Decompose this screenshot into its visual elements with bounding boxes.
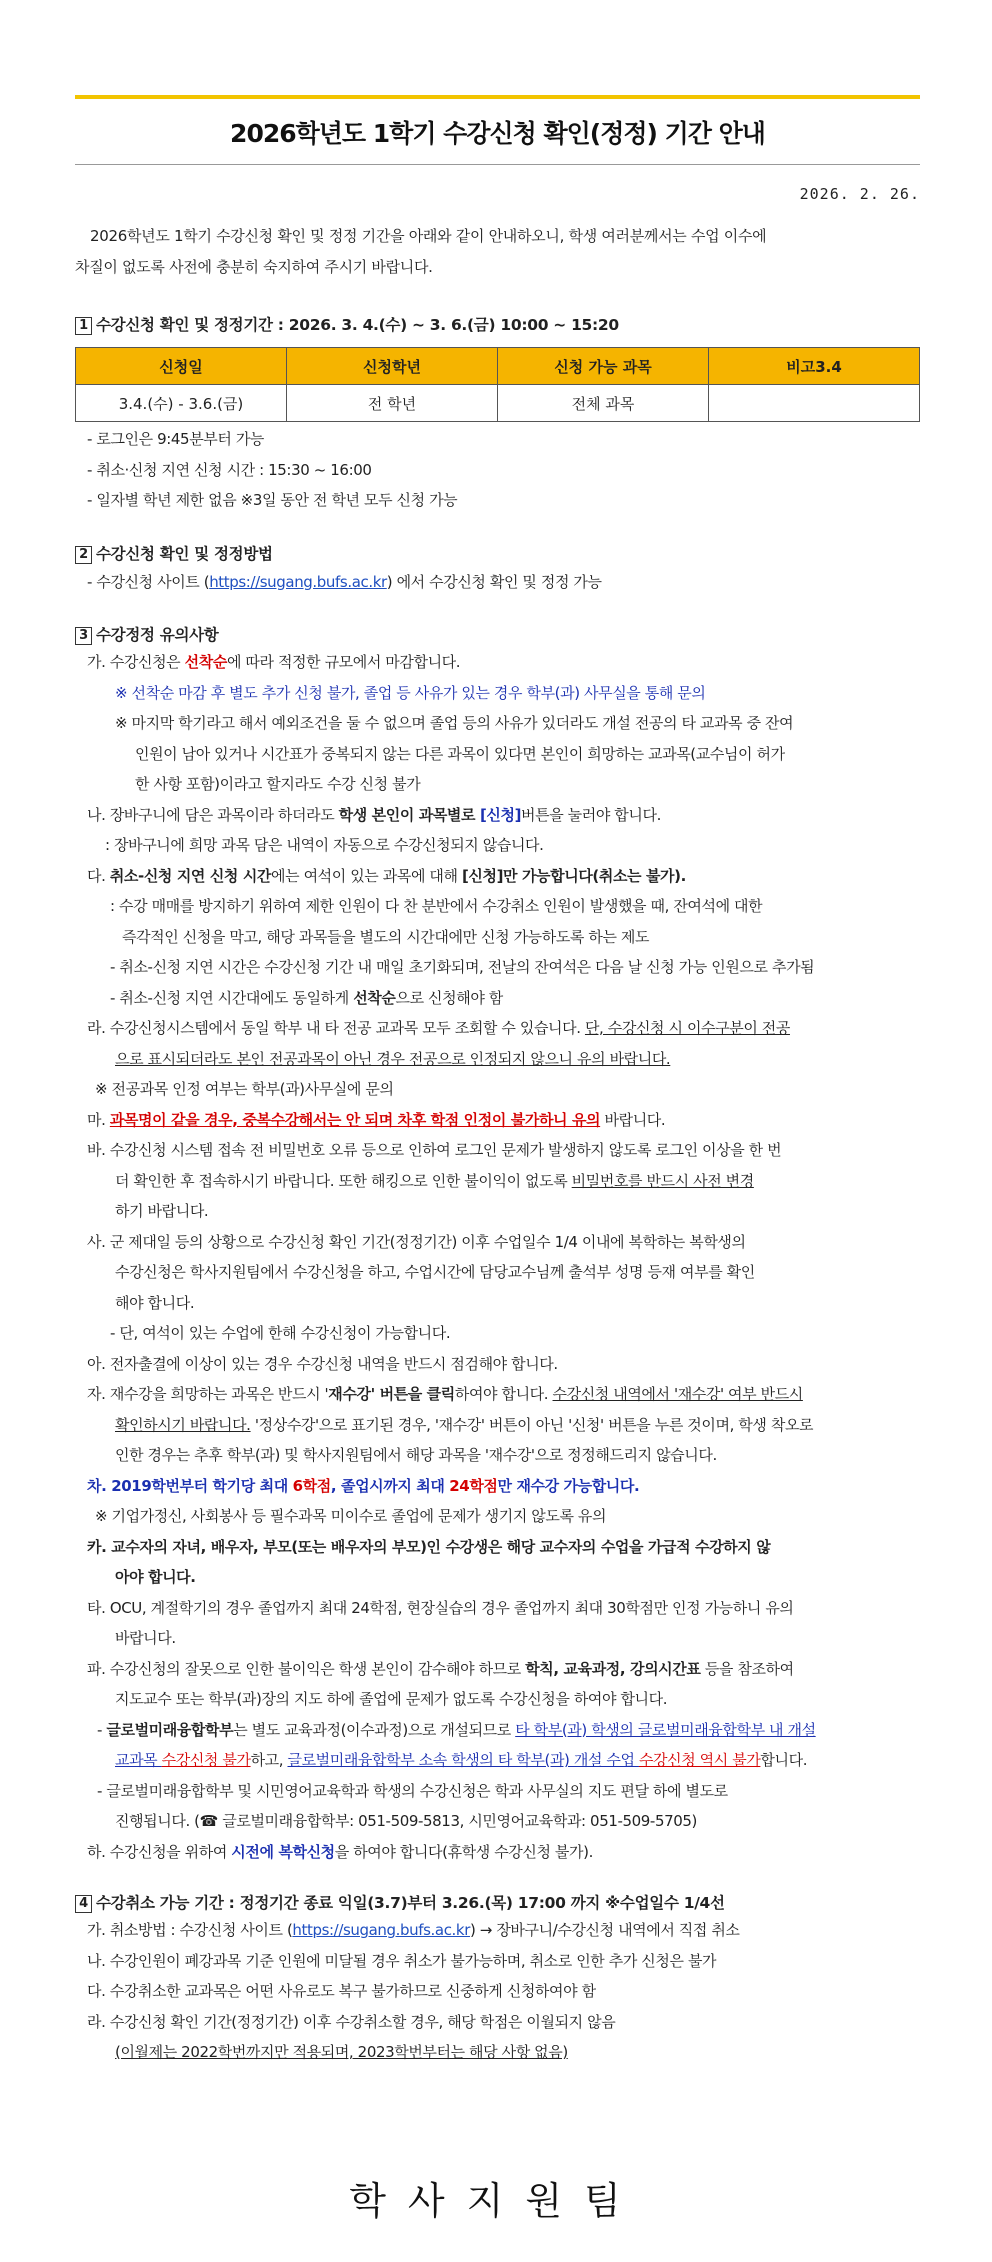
- item-ga: [75, 647, 920, 678]
- item-pa: [75, 1654, 920, 1685]
- item-ra: 라. 수강신청 확인 기간(정정기간) 이후 수강취소할 경우, 해당 학점은 이월되지 않음: [87, 2012, 616, 2031]
- section-1-heading: [75, 313, 920, 335]
- item-ga: [75, 1915, 920, 1946]
- section-title: 수강취소 가능 기간 : 정정기간 종료 익일(3.7)부터 3.26.(목) 17:00 까지 ※수업일수 1/4선: [96, 1894, 725, 1912]
- item-ta: 타. OCU, 계절학기의 경우 졸업까지 최대 24학점, 현장실습의 경우 졸업까지 최대 30학점만 인정 가능하니 유의: [87, 1598, 794, 1617]
- item-ga-note: 인원이 남아 있거나 시간표가 중복되지 않는 다른 과목이 있다면 본인이 희망하는 교과목(교수님이 허가: [135, 744, 785, 763]
- item-pa-sub: [75, 1715, 920, 1746]
- text: ) → 장바구니/수강신청 내역에서 직접 취소: [469, 1921, 740, 1939]
- item-sa-cont: 해야 합니다.: [115, 1293, 195, 1312]
- item-da-sub: [75, 983, 920, 1014]
- text: 시전에 복학신청: [231, 1842, 335, 1861]
- item-pa-sub: - 글로벌미래융합학부 및 시민영어교육학과 학생의 수강신청은 학과 사무실의 지도 편달 하에 별도로: [97, 1781, 728, 1800]
- item-ga-note: ※ 선착순 마감 후 별도 추가 신청 불가, 졸업 등 사유가 있는 경우 학부(과) 사무실을 통해 문의: [115, 683, 706, 702]
- intro-paragraph: [75, 221, 920, 283]
- text: 단, 수강신청 시 이수구분이 전공: [584, 1019, 790, 1037]
- text: 비밀번호를 반드시 사전 변경: [571, 1171, 754, 1190]
- text: 수강신청 역시 불가: [638, 1751, 761, 1769]
- item-ra-note: [75, 2037, 920, 2068]
- text: 과목명이 같을 경우, 중복수강해서는 안 되며 차후 학점 인정이 불가하니 유의: [109, 1110, 601, 1129]
- text: 확인하시기 바랍니다.: [115, 1415, 251, 1434]
- table-header: 신청 가능 과목: [498, 348, 709, 385]
- item-pa-sub-cont: 진행됩니다. (☎ 글로벌미래융합학부: 051-509-5813, 시민영어교육학과: 051-509-5705): [115, 1812, 697, 1830]
- section-number: 1: [75, 317, 92, 335]
- item-ja-cont: [75, 1410, 920, 1441]
- item-da-sub: 즉각적인 신청을 막고, 해당 과목들을 별도의 시간대에만 신청 가능하도록 하는 제도: [122, 927, 650, 946]
- table-header: 비고3.4: [709, 348, 920, 385]
- text: 차. 2019학번부터 학기당 최대: [87, 1476, 293, 1495]
- item-a: 아. 전자출결에 이상이 있는 경우 수강신청 내역을 반드시 점검해야 합니다.: [87, 1354, 558, 1373]
- item-na: [75, 800, 920, 831]
- item-cha: [75, 1471, 920, 1502]
- text: 합니다.: [760, 1751, 808, 1769]
- text: 하여야 합니다.: [454, 1385, 553, 1403]
- text: 취소-신청 지연 신청 시간: [109, 866, 272, 885]
- text: -: [97, 1720, 107, 1739]
- intro-line: 2026학년도 1학기 수강신청 확인 및 정정 기간을 아래와 같이 안내하오니, 학생 여러분께서는 수업 이수에: [90, 227, 767, 245]
- item-pa-cont: 지도교수 또는 학부(과)장의 지도 하에 졸업에 문제가 없도록 수강신청을 하여야 합니다.: [115, 1690, 668, 1708]
- text: 타 학부(과) 학생의 글로벌미래융합학부 내 개설: [515, 1720, 816, 1739]
- table-row: [76, 385, 920, 422]
- intro-line: 차질이 없도록 사전에 충분히 숙지하여 주시기 바랍니다.: [75, 258, 433, 276]
- text: ) 에서 수강신청 확인 및 정정 가능: [386, 572, 602, 591]
- section-number: 3: [75, 627, 92, 645]
- text: 파. 수강신청의 잘못으로 인한 불이익은 학생 본인이 감수해야 하므로: [87, 1659, 526, 1678]
- item-ma: [75, 1105, 920, 1136]
- item-sa-sub: - 단, 여석이 있는 수업에 한해 수강신청이 가능합니다.: [110, 1324, 451, 1342]
- item-pa-sub-cont: [75, 1745, 920, 1776]
- item-ra: [75, 1013, 920, 1044]
- item-ra-note: ※ 전공과목 인정 여부는 학부(과)사무실에 문의: [95, 1080, 394, 1098]
- notice-document: [75, 95, 920, 2068]
- text: 등을 참조하여: [700, 1659, 794, 1678]
- footer-team-name: 학사지원팀: [349, 2179, 643, 2223]
- text: 는 별도 교육과정(이수과정)으로 개설되므로: [233, 1720, 516, 1739]
- text: - 취소-신청 지연 시간대에도 동일하게: [110, 988, 354, 1007]
- text: 바랍니다.: [600, 1110, 666, 1129]
- note-line: - 로그인은 9:45분부터 가능: [87, 430, 265, 448]
- section-3-heading: [75, 623, 920, 645]
- text: 하. 수강신청을 위하여: [87, 1842, 232, 1861]
- item-ra-cont: [75, 1044, 920, 1075]
- text: (이월제는 2022학번까지만 적용되며, 2023학번부터는 해당 사항 없음): [115, 2043, 568, 2061]
- page-title: 2026학년도 1학기 수강신청 확인(정정) 기간 안내: [230, 119, 765, 148]
- text: 에 따라 적정한 규모에서 마감합니다.: [226, 653, 461, 671]
- text: 마.: [87, 1110, 110, 1129]
- section-2-line: [75, 567, 920, 598]
- sugang-site-link[interactable]: https://sugang.bufs.ac.kr: [292, 1921, 470, 1939]
- text: 학칙, 교육과정, 강의시간표: [525, 1659, 701, 1678]
- item-ta-cont: 바랍니다.: [115, 1629, 176, 1647]
- section-1-notes: [75, 424, 920, 516]
- text: 으로 신청해야 함: [395, 988, 503, 1007]
- text: 버튼을 눌러야 합니다.: [521, 805, 661, 824]
- text: '정상수강'으로 표기된 경우, '재수강' 버튼이 아닌 '신청' 버튼을 누른 것이며, 학생 착오로: [250, 1415, 814, 1434]
- text: 자. 재수강을 희망하는 과목은 반드시 ': [87, 1385, 329, 1403]
- text: 수강신청 불가: [161, 1751, 251, 1769]
- item-ha: [75, 1837, 920, 1868]
- section-number: 2: [75, 546, 92, 564]
- item-ba-cont: 하기 바랍니다.: [115, 1202, 209, 1220]
- text: 으로 표시되더라도 본인 전공과목이 아닌 경우 전공으로 인정되지 않으니 유의 바랍니다.: [115, 1049, 671, 1068]
- text: 가. 취소방법 : 수강신청 사이트 (: [87, 1921, 293, 1939]
- table-header: 신청일: [76, 348, 287, 385]
- item-ja: [75, 1379, 920, 1410]
- item-na: 나. 수강인원이 폐강과목 기준 인원에 미달될 경우 취소가 불가능하며, 취소로 인한 추가 신청은 불가: [87, 1951, 717, 1970]
- text: 라. 수강신청시스템에서 동일 학부 내 타 전공 교과목 모두 조회할 수 있습니다.: [87, 1019, 585, 1037]
- item-na-sub: : 장바구니에 희망 과목 담은 내역이 자동으로 수강신청되지 않습니다.: [105, 836, 544, 854]
- text: - 수강신청 사이트 (: [87, 572, 210, 591]
- table-cell: 전 학년: [287, 385, 498, 422]
- item-cha-note: ※ 기업가정신, 사회봉사 등 필수과목 미이수로 졸업에 문제가 생기지 않도록 유의: [95, 1507, 607, 1525]
- text: 에는 여석이 있는 과목에 대해: [271, 866, 462, 885]
- item-sa: 사. 군 제대일 등의 상황으로 수강신청 확인 기간(정정기간) 이후 수업일수 1/4 이내에 복학하는 복학생의: [87, 1232, 746, 1251]
- item-ga-note: 한 사항 포함)이라고 할지라도 수강 신청 불가: [135, 775, 421, 793]
- text: 만 재수강 가능합니다.: [497, 1476, 640, 1495]
- text: 하고,: [250, 1751, 288, 1769]
- sugang-site-link[interactable]: https://sugang.bufs.ac.kr: [209, 572, 387, 591]
- text: 6학점: [292, 1476, 331, 1495]
- text: 글로벌미래융합학부 소속 학생의 타 학부(과) 개설 수업: [287, 1751, 639, 1769]
- text: 다.: [87, 866, 110, 885]
- text: 선착순: [353, 988, 396, 1007]
- text: 나. 장바구니에 담은 과목이라 하더라도: [87, 805, 339, 824]
- text: 학생 본인이 과목별로: [338, 805, 480, 824]
- item-ba-cont: [75, 1166, 920, 1197]
- table-cell: [709, 385, 920, 422]
- section-2-heading: [75, 542, 920, 564]
- text: [신청]만 가능합니다(취소는 불가).: [461, 866, 686, 885]
- section-3-body: [75, 647, 920, 1867]
- schedule-table: [75, 347, 920, 422]
- table-header-row: [76, 348, 920, 385]
- section-4-body: [75, 1915, 920, 2068]
- section-title: 수강정정 유의사항: [96, 626, 219, 644]
- section-title: 수강신청 확인 및 정정기간 : 2026. 3. 4.(수) ~ 3. 6.(금) 10:00 ~ 15:20: [96, 316, 619, 334]
- text: 더 확인한 후 접속하시기 바랍니다. 또한 해킹으로 인한 불이익이 없도록: [115, 1171, 572, 1190]
- text: 재수강' 버튼을 클릭: [328, 1385, 455, 1403]
- text: [신청]: [479, 805, 522, 824]
- text: 교과목: [115, 1751, 162, 1769]
- table-cell: 3.4.(수) - 3.6.(금): [76, 385, 287, 422]
- item-da: 다. 수강취소한 교과목은 어떤 사유로도 복구 불가하므로 신중하게 신청하여야 함: [87, 1982, 596, 2000]
- item-ba: 바. 수강신청 시스템 접속 전 비밀번호 오류 등으로 인하여 로그인 문제가 발생하지 않도록 로그인 이상을 한 번: [87, 1141, 782, 1159]
- section-title: 수강신청 확인 및 정정방법: [96, 544, 273, 563]
- text: 선착순: [184, 653, 227, 671]
- item-ja-cont: 인한 경우는 추후 학부(과) 및 학사지원팀에서 해당 과목을 '재수강'으로 정정해드리지 않습니다.: [115, 1446, 717, 1464]
- note-line: - 취소·신청 지연 신청 시간 : 15:30 ~ 16:00: [87, 460, 372, 479]
- section-4-heading: [75, 1891, 920, 1913]
- text: 가. 수강신청은: [87, 653, 185, 671]
- item-ga-note: ※ 마지막 학기라고 해서 예외조건을 둘 수 없으며 졸업 등의 사유가 있더라도 개설 전공의 타 교과목 중 잔여: [115, 714, 794, 732]
- table-cell: 전체 과목: [498, 385, 709, 422]
- notice-date: 2026. 2. 26.: [799, 185, 920, 203]
- item-da: [75, 861, 920, 892]
- table-header: 신청학년: [287, 348, 498, 385]
- title-bar: [75, 95, 920, 165]
- note-line: - 일자별 학년 제한 없음 ※3일 동안 전 학년 모두 신청 가능: [87, 491, 458, 509]
- item-sa-cont: 수강신청은 학사지원팀에서 수강신청을 하고, 수업시간에 담당교수님께 출석부 성명 등재 여부를 확인: [115, 1263, 755, 1281]
- text: 수강신청 내역에서 '재수강' 여부 반드시: [552, 1385, 803, 1403]
- item-ka: 카. 교수자의 자녀, 배우자, 부모(또는 배우자의 부모)인 수강생은 해당 교수자의 수업을 가급적 수강하지 않: [87, 1537, 771, 1556]
- item-da-sub: - 취소-신청 지연 시간은 수강신청 기간 내 매일 초기화되며, 전날의 잔여석은 다음 날 신청 가능 인원으로 추가됨: [110, 958, 815, 976]
- text: 24학점: [449, 1476, 498, 1495]
- text: 을 하여야 합니다(휴학생 수강신청 불가).: [334, 1842, 593, 1861]
- text: , 졸업시까지 최대: [330, 1476, 450, 1495]
- text: 글로벌미래융합학부: [106, 1720, 234, 1739]
- item-da-sub: : 수강 매매를 방지하기 위하여 제한 인원이 다 찬 분반에서 수강취소 인원이 발생했을 때, 잔여석에 대한: [110, 897, 763, 915]
- item-ka-cont: 아야 합니다.: [115, 1568, 196, 1586]
- section-number: 4: [75, 1895, 92, 1913]
